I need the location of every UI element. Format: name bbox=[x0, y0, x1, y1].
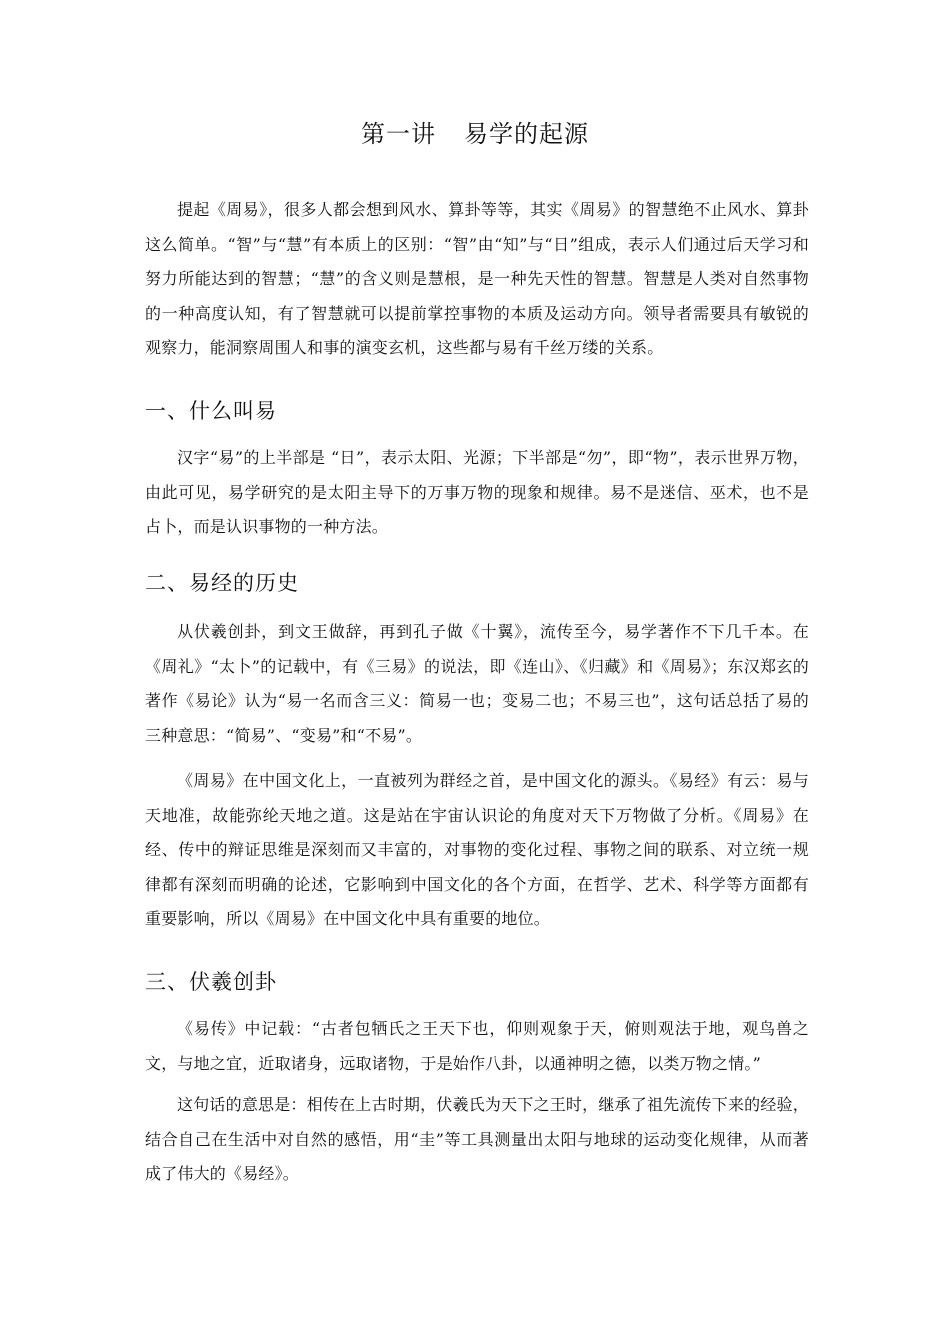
section-2-paragraph-2: 《周易》在中国文化上，一直被列为群经之首，是中国文化的源头。《易经》有云：易与天地准，故能弥纶天地之道。这是站在宇宙认识论的角度对天下万物做了分析。《周易》在经、传中的辩证思维是深刻而又丰富的，对事物的变化过程、事物之间的联系、对立统一规律都有深刻而明确的论述，它影响到中国文化的各个方面，在哲学、艺术、科学等方面都有重要影响，所以《周易》在中国文化中具有重要的地位。 bbox=[145, 771, 809, 928]
section-3-paragraph-1: 《易传》中记载：“古者包牺氏之王天下也，仰则观象于天，俯则观法于地，观鸟兽之文，与地之宜，近取诸身，远取诸物，于是始作八卦，以通神明之德，以类万物之情。” bbox=[145, 1019, 809, 1073]
intro-paragraph: 提起《周易》，很多人都会想到风水、算卦等等，其实《周易》的智慧绝不止风水、算卦这么简单。“智”与“慧”有本质上的区别：“智”由“知”与“日”组成，表示人们通过后天学习和努力所能达到的智慧；“慧”的含义则是慧根，是一种先天性的智慧。智慧是人类对自然事物的一种高度认知，有了智慧就可以提前掌控事物的本质及运动方向。领导者需要具有敏锐的观察力，能洞察周围人和事的演变玄机，这些都与易有千丝万缕的关系。 bbox=[145, 200, 809, 357]
title-lecture-number: 第一讲 bbox=[361, 120, 436, 148]
section-heading-what-is-yi: 一、什么叫易 bbox=[145, 399, 277, 423]
page-title bbox=[0, 116, 950, 152]
title-topic: 易学的起源 bbox=[464, 120, 589, 148]
section-heading-fuxi: 三、伏羲创卦 bbox=[145, 970, 277, 994]
section-1-paragraph-1: 汉字“易”的上半部是 “日”，表示太阳、光源；下半部是“勿”，即“物”，表示世界万物，由此可见，易学研究的是太阳主导下的万事万物的现象和规律。易不是迷信、巫术，也不是占卜，而是认识事物的一种方法。 bbox=[145, 448, 809, 536]
section-heading-history: 二、易经的历史 bbox=[145, 571, 299, 595]
section-2-paragraph-1: 从伏羲创卦，到文王做辞，再到孔子做《十翼》，流传至今，易学著作不下几千本。在《周礼》“太卜”的记载中，有《三易》的说法，即《连山》、《归藏》和《周易》；东汉郑玄的著作《易论》认为“易一名而含三义：简易一也；变易二也；不易三也”，这句话总括了易的三种意思：“简易”、“变易”和“不易”。 bbox=[145, 622, 809, 745]
section-3-paragraph-2: 这句话的意思是：相传在上古时期，伏羲氏为天下之王时，继承了祖先流传下来的经验，结合自己在生活中对自然的感悟，用“圭”等工具测量出太阳与地球的运动变化规律，从而著成了伟大的《易经》。 bbox=[145, 1095, 809, 1183]
